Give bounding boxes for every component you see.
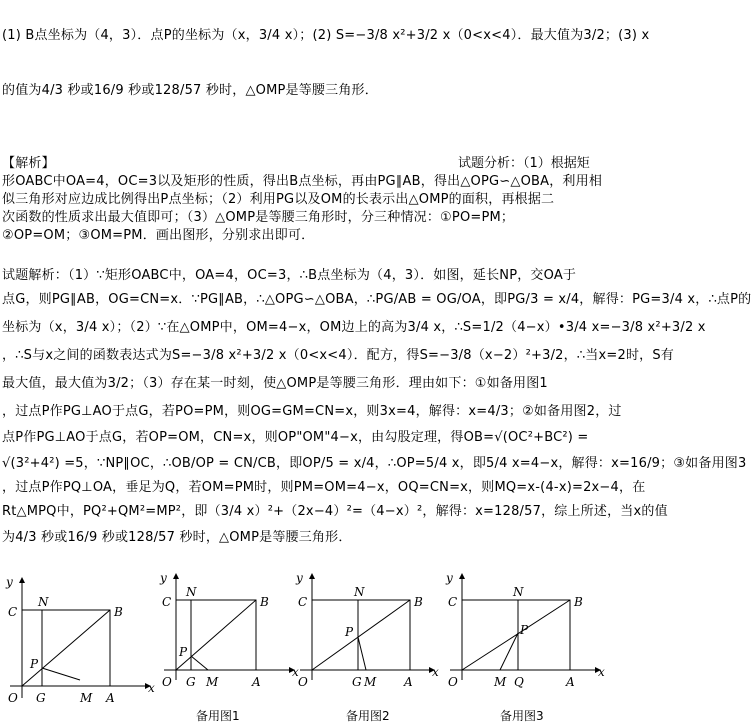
svg-text:M: M xyxy=(206,675,219,689)
figure-spare-3 xyxy=(445,571,605,723)
answer-line-1: (1) B点坐标为（4，3）．点P的坐标为（x，3/4 x）；(2) S=−3/8 x²+3/2 x（0<x<4）．最大值为3/2；(3) x xyxy=(2,28,650,43)
analysis-title: 【解析】 xyxy=(2,156,55,171)
svg-text:N: N xyxy=(513,585,524,599)
svg-text:N: N xyxy=(354,585,365,599)
svg-text:A: A xyxy=(106,691,115,705)
solution-line-8: √(3²+4²) =5，∵NP∥OC，∴OB/OP = CN/CB，即OP/5 = x/4，∴OP=5/4 x，即5/4 x=4−x，解得：x=16/9；③如备用图3 xyxy=(2,456,747,471)
svg-text:A: A xyxy=(566,675,575,689)
answer-line-2: 的值为4/3 秒或16/9 秒或128/57 秒时，△OMP是等腰三角形． xyxy=(2,83,378,98)
svg-text:B: B xyxy=(114,605,123,619)
svg-text:y: y xyxy=(296,571,303,585)
svg-text:P: P xyxy=(345,625,354,639)
svg-text:P: P xyxy=(520,623,529,637)
svg-text:x: x xyxy=(292,665,299,679)
svg-text:A: A xyxy=(252,675,261,689)
analysis-line-2: 似三角形对应边成比例得出P点坐标；（2）利用PG以及OM的长表示出△OMP的面积，再根据二 xyxy=(2,192,555,207)
caption-spare-3: 备用图3 xyxy=(500,709,544,723)
svg-text:M: M xyxy=(80,691,93,705)
solution-line-11: 为4/3 秒或16/9 秒或128/57 秒时，△OMP是等腰三角形． xyxy=(2,530,352,545)
figures-panel xyxy=(0,568,630,728)
svg-text:x: x xyxy=(432,665,439,679)
figure-spare-1 xyxy=(159,571,299,723)
svg-text:N: N xyxy=(38,595,49,609)
svg-text:A: A xyxy=(404,675,413,689)
svg-text:N: N xyxy=(186,585,197,599)
solution-line-7: 点P作PG⊥AO于点G，若OP=OM，CN=x，则OP"OM"4−x，由勾股定理，得OB=√(OC²+BC²) = xyxy=(2,430,589,445)
solution-line-9: ，过点P作PQ⊥OA，垂足为Q，若OM=PM时，则PM=OM=4−x，OQ=CN=x，则MQ=x-(4-x)=2x−4，在 xyxy=(2,480,646,495)
figure-main xyxy=(5,575,155,705)
svg-text:O: O xyxy=(8,691,18,705)
svg-text:y: y xyxy=(160,571,167,585)
svg-text:G: G xyxy=(36,691,46,705)
solution-line-1: 试题解析：（1）∵矩形OABC中，OA=4，OC=3，∴B点坐标为（4，3）．如图，延长NP，交OA于 xyxy=(2,268,577,283)
analysis-line-1: 形OABC中OA=4，OC=3以及矩形的性质，得出B点坐标，再由PG∥AB，得出△OPG∽△OBA，利用相 xyxy=(2,174,603,189)
solution-line-2: 点G，则PG∥AB，OG=CN=x．∵PG∥AB，∴△OPG∽△OBA，∴PG/AB = OG/OA，即PG/3 = x/4，解得：PG=3/4 x，∴点P的 xyxy=(2,292,751,307)
svg-text:M: M xyxy=(494,675,507,689)
svg-text:C: C xyxy=(298,595,308,609)
svg-text:x: x xyxy=(598,665,605,679)
svg-text:B: B xyxy=(574,595,583,609)
svg-text:O: O xyxy=(162,675,172,689)
svg-text:C: C xyxy=(8,605,18,619)
analysis-label: 试题分析：（1）根据矩 xyxy=(458,156,590,171)
solution-line-4: ，∴S与x之间的函数表达式为S=−3/8 x²+3/2 x（0<x<4）．配方，得S=−3/8（x−2）²+3/2，∴当x=2时，S有 xyxy=(2,348,674,363)
svg-text:C: C xyxy=(448,595,458,609)
svg-text:Q: Q xyxy=(514,675,524,689)
caption-spare-1: 备用图1 xyxy=(196,709,240,723)
svg-text:B: B xyxy=(414,595,423,609)
solution-line-10: Rt△MPQ中，PQ²+QM²=MP²，即（3/4 x）²+（2x−4）²=（4−x）²，解得：x=128/57，综上所述，当x的值 xyxy=(2,504,668,519)
svg-text:G: G xyxy=(352,675,362,689)
svg-text:P: P xyxy=(30,657,39,671)
caption-spare-2: 备用图2 xyxy=(346,709,390,723)
svg-text:P: P xyxy=(179,645,188,659)
svg-text:C: C xyxy=(162,595,172,609)
analysis-line-3: 次函数的性质求出最大值即可；（3）△OMP是等腰三角形时，分三种情况：①PO=PM； xyxy=(2,210,515,225)
analysis-line-4: ②OP=OM；③OM=PM．画出图形，分别求出即可． xyxy=(2,228,315,243)
svg-text:O: O xyxy=(298,675,308,689)
figure-spare-2 xyxy=(295,571,439,723)
svg-text:y: y xyxy=(446,571,453,585)
solution-line-6: ，过点P作PG⊥AO于点G，若PO=PM，则OG=GM=CN=x，则3x=4，解得：x=4/3；②如备用图2，过 xyxy=(2,404,622,419)
svg-text:x: x xyxy=(148,681,155,695)
svg-text:G: G xyxy=(186,675,196,689)
svg-text:y: y xyxy=(6,575,13,589)
solution-line-5: 最大值，最大值为3/2；（3）存在某一时刻，使△OMP是等腰三角形．理由如下：①如备用图1 xyxy=(2,376,548,391)
solution-line-3: 坐标为（x，3/4 x）；（2）∵在△OMP中，OM=4−x，OM边上的高为3/4 x，∴S=1/2（4−x）•3/4 x=−3/8 x²+3/2 x xyxy=(2,320,706,335)
svg-text:O: O xyxy=(448,675,458,689)
svg-text:B: B xyxy=(260,595,269,609)
svg-text:M: M xyxy=(364,675,377,689)
